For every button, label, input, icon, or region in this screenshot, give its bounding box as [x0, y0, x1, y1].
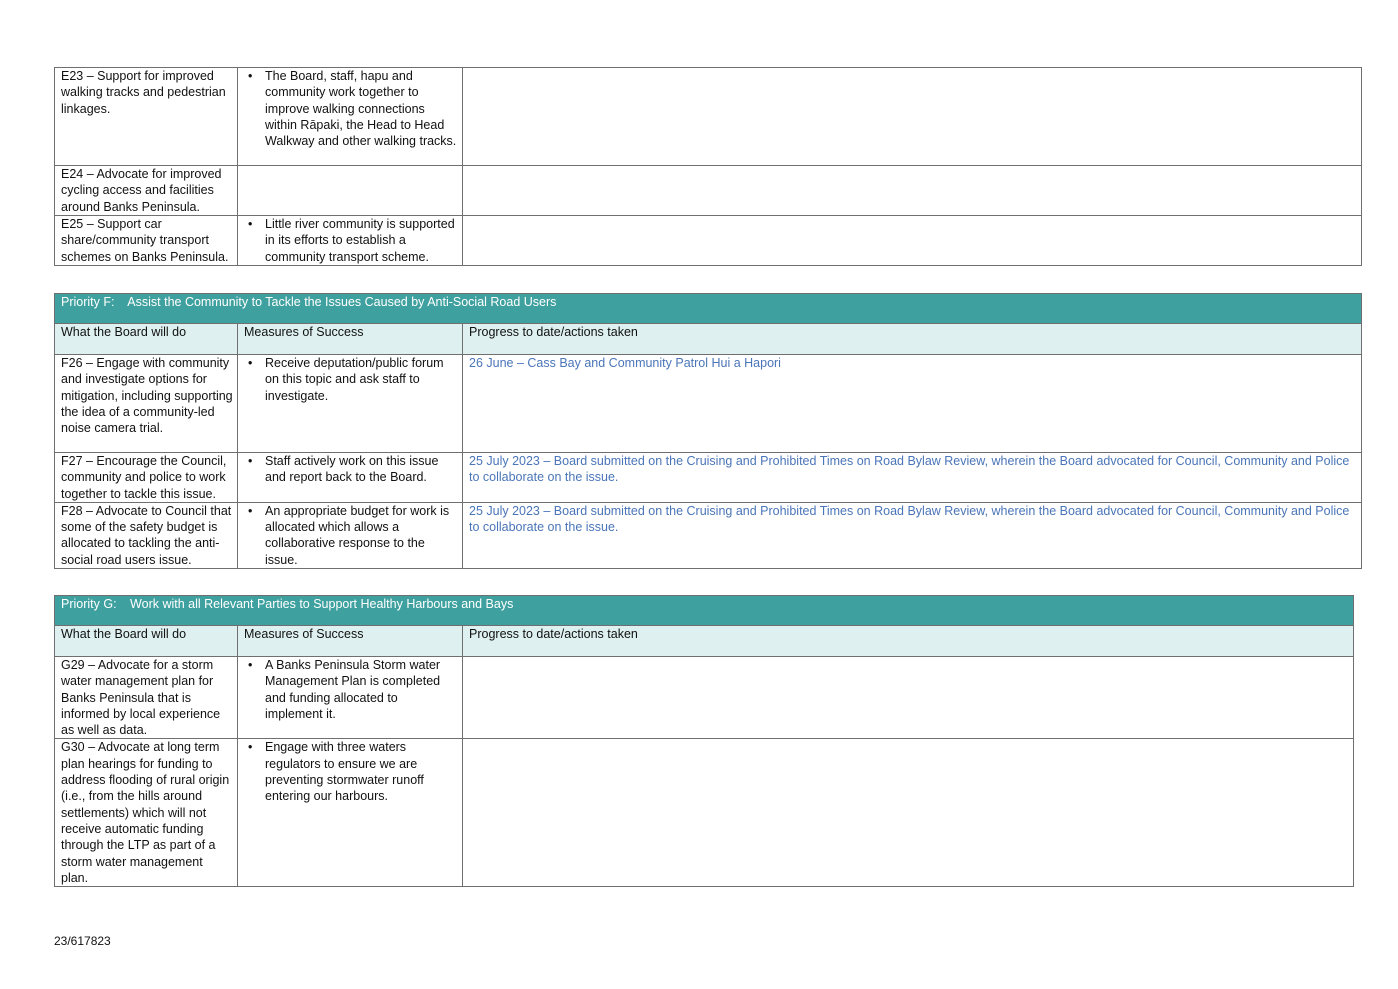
board-action-cell: E24 – Advocate for improved cycling access and facilities around Banks Peninsula.: [55, 166, 238, 216]
progress-cell: [463, 739, 1354, 887]
board-action-cell: G30 – Advocate at long term plan hearings for funding to address flooding of rural origin (i.e., from the hills around settlements) which will not receive automatic funding through the LTP as part of a storm water management plan.: [55, 739, 238, 887]
measures-cell: [238, 166, 463, 216]
column-header: Progress to date/actions taken: [463, 626, 1354, 657]
measure-item: • Little river community is supported in its efforts to establish a community transport scheme.: [265, 216, 458, 265]
table-row: [55, 502, 1362, 568]
measures-cell: [238, 453, 463, 503]
progress-cell: 25 July 2023 – Board submitted on the Cruising and Prohibited Times on Road Bylaw Review, wherein the Board advocated for Council, Community and Police to collaborate on the issue.: [463, 502, 1362, 568]
progress-cell: [463, 657, 1354, 739]
board-action-cell: F27 – Encourage the Council, community and police to work together to tackle this issue.: [55, 453, 238, 503]
progress-cell: [463, 166, 1362, 216]
measure-item: • The Board, staff, hapu and community work together to improve walking connections within Rāpaki, the Head to Head Walkway and other walking tracks.: [265, 68, 458, 149]
column-header-row: [55, 626, 1354, 657]
board-action-cell: F28 – Advocate to Council that some of the safety budget is allocated to tackling the anti-social road users issue.: [55, 502, 238, 568]
priority-label: Priority G:: [61, 597, 117, 611]
priority-header-bar: [55, 294, 1362, 324]
table-row: [55, 216, 1362, 266]
priority-title: [55, 596, 1354, 626]
measures-cell: [238, 68, 463, 166]
progress-cell: 25 July 2023 – Board submitted on the Cruising and Prohibited Times on Road Bylaw Review, wherein the Board advocated for Council, Community and Police to collaborate on the issue.: [463, 453, 1362, 503]
measure-item: • An appropriate budget for work is allocated which allows a collaborative response to the issue.: [265, 503, 458, 568]
board-action-cell: E23 – Support for improved walking tracks and pedestrian linkages.: [55, 68, 238, 166]
priority-g-table: [54, 595, 1354, 887]
column-header: What the Board will do: [55, 324, 238, 355]
progress-cell: [463, 68, 1362, 166]
table-row: [55, 657, 1354, 739]
board-action-cell: G29 – Advocate for a storm water management plan for Banks Peninsula that is informed by local experience as well as data.: [55, 657, 238, 739]
column-header: Measures of Success: [238, 324, 463, 355]
measures-cell: [238, 355, 463, 453]
priority-header-bar: [55, 596, 1354, 626]
progress-cell: 26 June – Cass Bay and Community Patrol Hui a Hapori: [463, 355, 1362, 453]
table-row: [55, 68, 1362, 166]
measures-cell: [238, 657, 463, 739]
measure-item: • A Banks Peninsula Storm water Management Plan is completed and funding allocated to implement it.: [265, 657, 458, 722]
priority-heading: Assist the Community to Tackle the Issues Caused by Anti-Social Road Users: [127, 295, 557, 309]
document-reference: 23/617823: [54, 934, 111, 948]
column-header-row: [55, 324, 1362, 355]
column-header: Measures of Success: [238, 626, 463, 657]
priority-label: Priority F:: [61, 295, 115, 309]
progress-cell: [463, 216, 1362, 266]
measure-item: • Staff actively work on this issue and report back to the Board.: [265, 453, 458, 486]
table-row: [55, 739, 1354, 887]
board-action-cell: E25 – Support car share/community transport schemes on Banks Peninsula.: [55, 216, 238, 266]
measures-cell: [238, 739, 463, 887]
priority-heading: Work with all Relevant Parties to Support Healthy Harbours and Bays: [130, 597, 514, 611]
column-header: What the Board will do: [55, 626, 238, 657]
column-header: Progress to date/actions taken: [463, 324, 1362, 355]
priority-title: [55, 294, 1362, 324]
measures-cell: [238, 502, 463, 568]
table-row: [55, 453, 1362, 503]
table-row: [55, 166, 1362, 216]
board-action-cell: F26 – Engage with community and investigate options for mitigation, including supporting the idea of a community-led noise camera trial.: [55, 355, 238, 453]
priority-f-table: [54, 293, 1362, 569]
measures-cell: [238, 216, 463, 266]
table-row: [55, 355, 1362, 453]
priority-e-table: [54, 67, 1362, 266]
measure-item: • Receive deputation/public forum on this topic and ask staff to investigate.: [265, 355, 458, 404]
measure-item: • Engage with three waters regulators to ensure we are preventing stormwater runoff entering our harbours.: [265, 739, 458, 804]
